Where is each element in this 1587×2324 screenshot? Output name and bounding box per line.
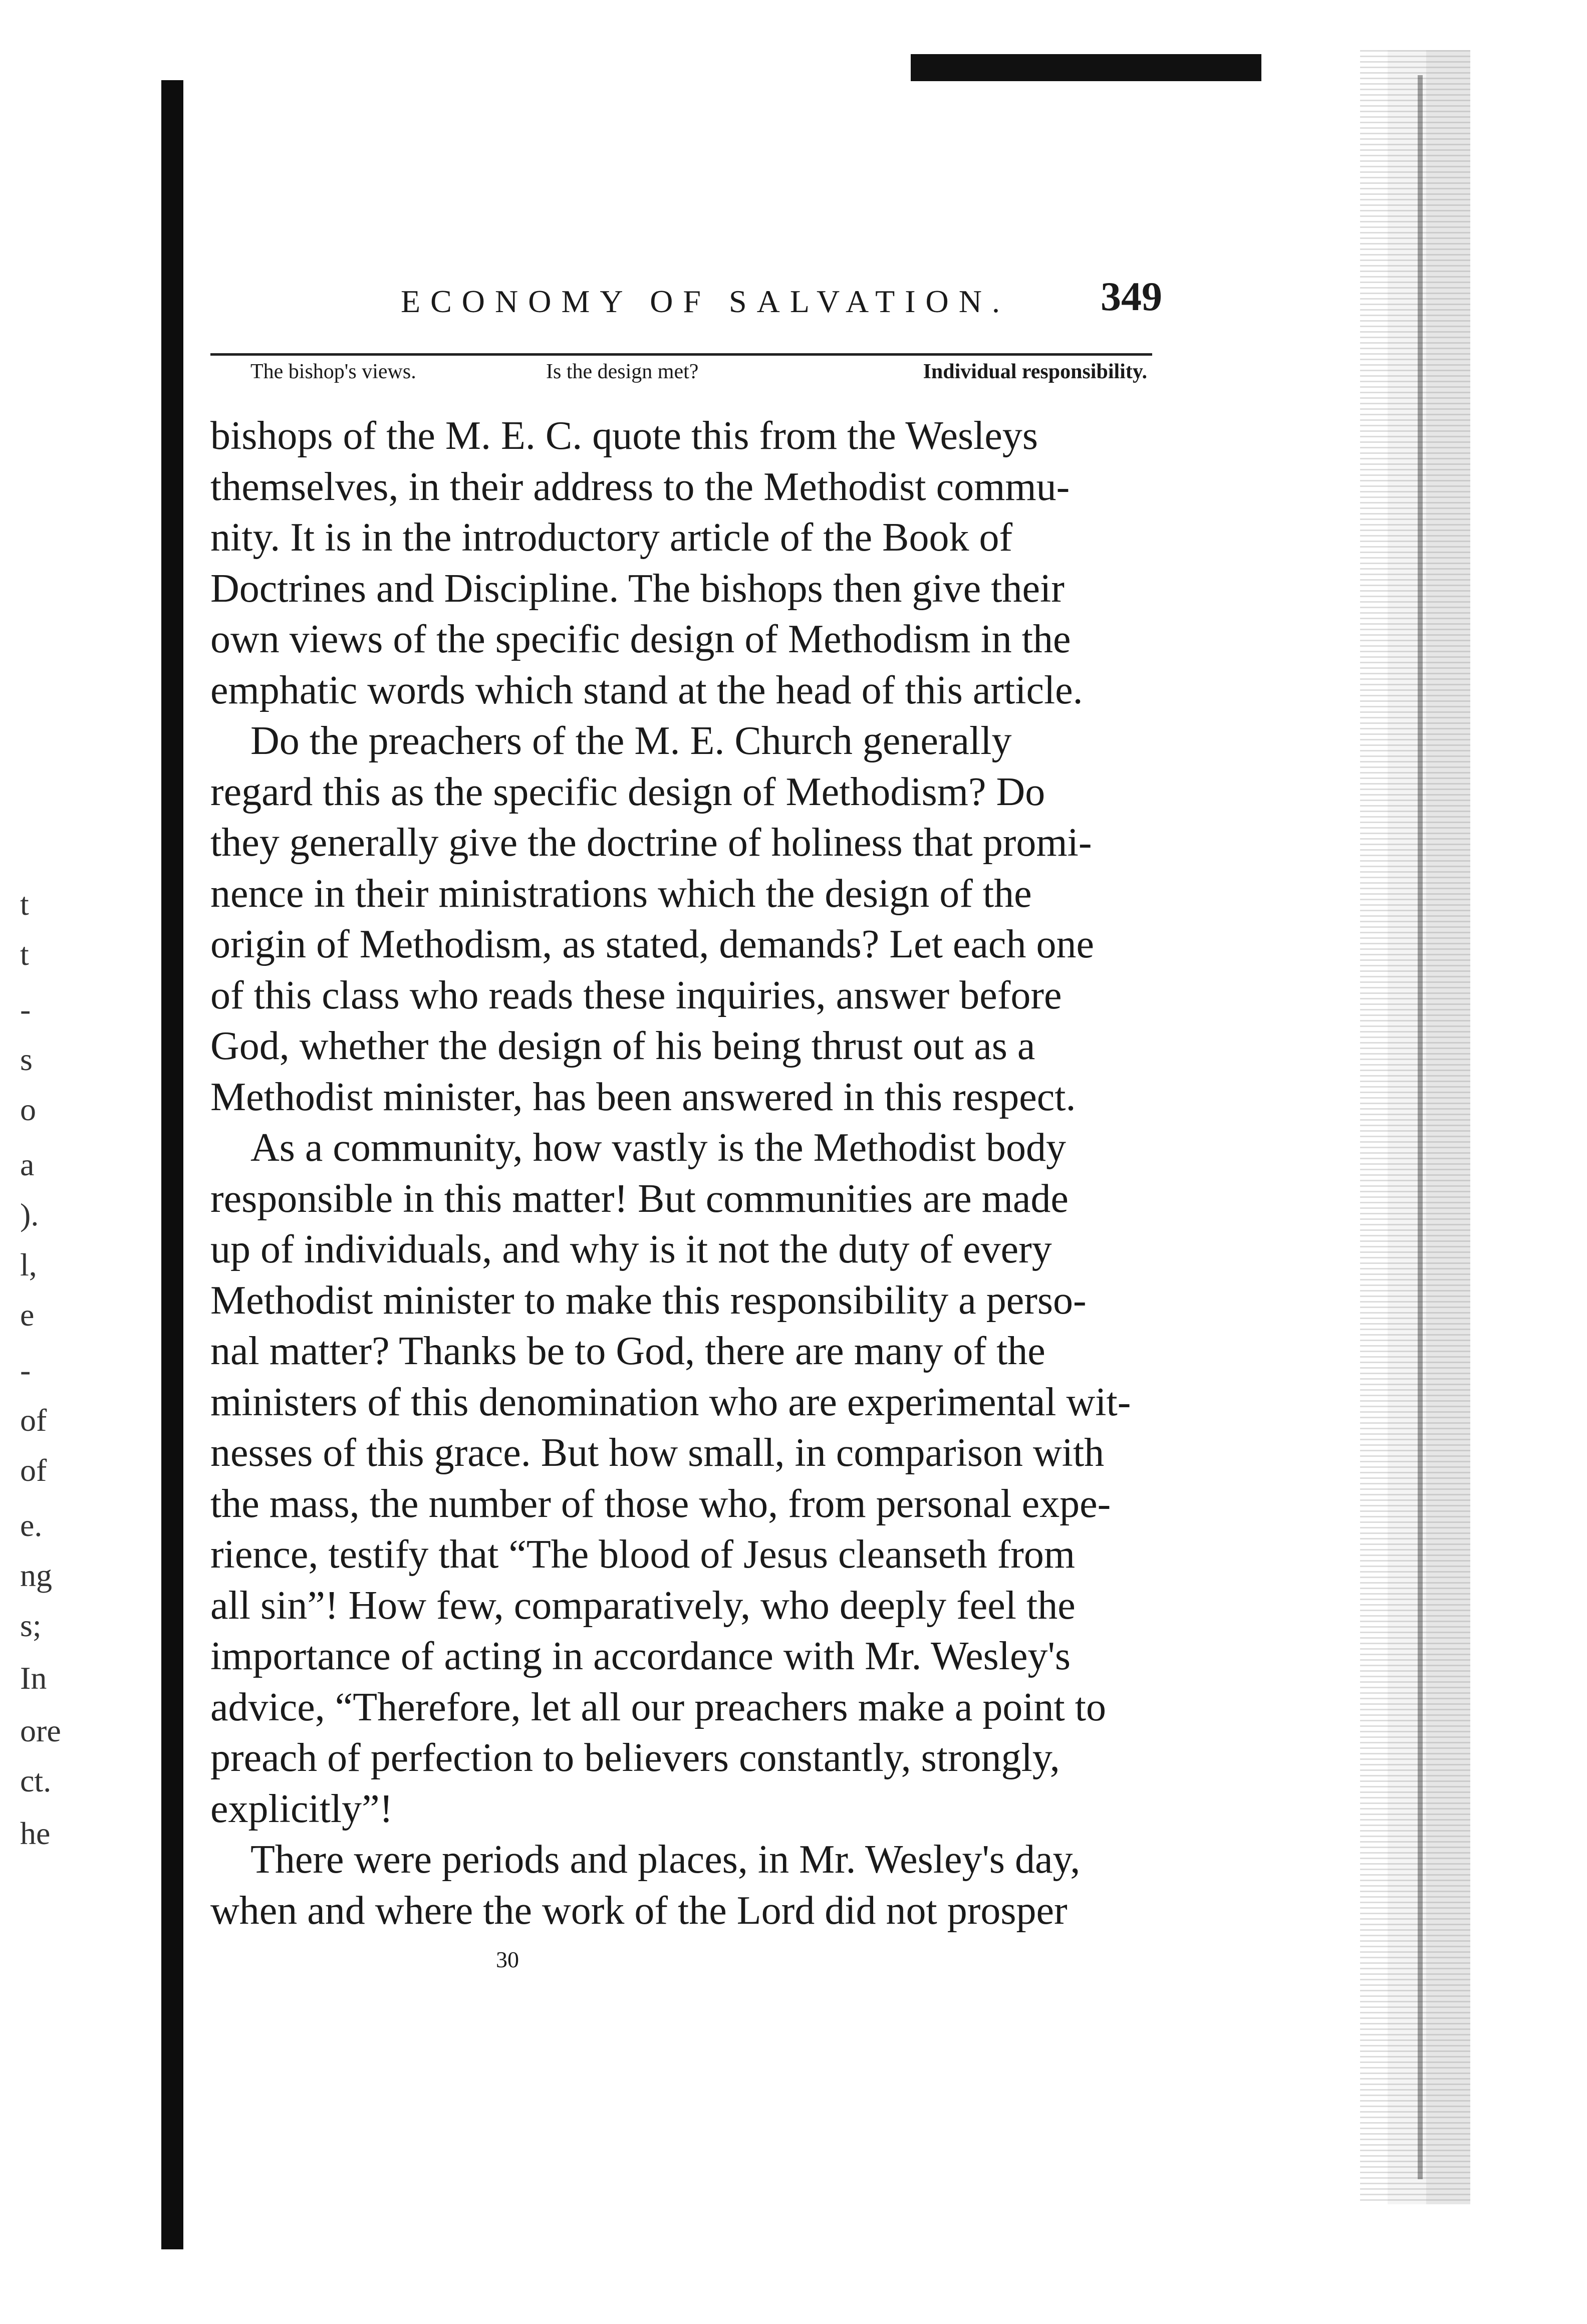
text-line: nity. It is in the introductory article of the Book of [210,515,1013,560]
fragment: e [20,1297,35,1333]
subhead-individual-responsibility: Individual responsibility. [923,360,1147,383]
facing-page-fragments [20,882,90,2004]
text-line: emphatic words which stand at the head of this article. [210,668,1083,712]
header-rule [210,353,1152,356]
text-line: they generally give the doctrine of holiness that promi- [210,821,1092,865]
fragment: s [20,1042,33,1077]
paragraph-start-line: Do the preachers of the M. E. Church generally [250,719,1012,763]
fragment: ct. [20,1763,52,1798]
text-line: preach of perfection to believers constantly, strongly, [210,1736,1060,1780]
next-page-edge [1360,50,1470,2204]
paragraph-start-line: As a community, how vastly is the Methodist body [250,1126,1067,1170]
scan-binding-shadow [161,80,183,2249]
fragment: ng [20,1558,52,1593]
fragment: o [20,1092,36,1127]
text-line: bishops of the M. E. C. quote this from the Wesleys [210,414,1038,458]
fragment: a [20,1147,35,1182]
fragment: - [20,991,31,1027]
text-line: Doctrines and Discipline. The bishops then give their [210,566,1065,611]
text-line: rience, testify that “The blood of Jesus cleanseth from [210,1532,1076,1577]
fragment: of [20,1452,47,1488]
text-line: responsible in this matter! But communities are made [210,1176,1069,1221]
text-line: advice, “Therefore, let all our preachers make a point to [210,1685,1107,1729]
text-line: origin of Methodism, as stated, demands? Let each one [210,922,1094,966]
fragment: l, [20,1247,37,1282]
text-line: Methodist minister, has been answered in this respect. [210,1075,1076,1119]
subhead-bishops-views: The bishop's views. [250,360,416,383]
fragment: t [20,886,29,922]
text-line: the mass, the number of those who, from personal expe- [210,1481,1111,1526]
fragment: In [20,1660,47,1696]
running-head [210,273,1162,328]
fragment: ). [20,1197,39,1232]
fragment: - [20,1352,31,1388]
fragment: ore [20,1713,61,1748]
scan-top-mark [911,54,1261,81]
running-title: ECONOMY OF SALVATION. [401,284,1010,319]
text-line: nal matter? Thanks be to God, there are many of the [210,1329,1045,1373]
signature-mark: 30 [496,1947,519,1972]
text-line: ministers of this denomination who are experimental wit- [210,1380,1131,1424]
paragraph-start-line: There were periods and places, in Mr. Wesley's day, [250,1838,1081,1882]
fragment: e. [20,1507,43,1543]
marginal-subheads [210,357,1152,397]
fragment: s; [20,1608,42,1643]
text-line: all sin”! How few, comparatively, who deeply feel the [210,1583,1076,1628]
text-line: God, whether the design of his being thrust out as a [210,1024,1035,1068]
text-line: own views of the specific design of Methodism in the [210,617,1071,661]
body-text [210,411,1162,1936]
fragment: t [20,936,29,972]
text-line: up of individuals, and why is it not the duty of every [210,1227,1052,1271]
text-line: importance of acting in accordance with Mr. Wesley's [210,1634,1071,1678]
page-number: 349 [1101,274,1162,319]
text-line: themselves, in their address to the Methodist commu- [210,464,1070,509]
text-line: nesses of this grace. But how small, in comparison with [210,1431,1105,1475]
page-edge-line [1418,75,1423,2179]
text-line: regard this as the specific design of Methodism? Do [210,769,1045,814]
fragment: of [20,1402,47,1438]
text-line: when and where the work of the Lord did not prosper [210,1888,1068,1933]
fragment: he [20,1816,51,1851]
text-line: explicitly”! [210,1786,393,1831]
text-line: nence in their ministrations which the design of the [210,871,1032,916]
text-line: of this class who reads these inquiries, answer before [210,973,1062,1017]
text-line: Methodist minister to make this responsibility a perso- [210,1278,1087,1323]
subhead-design-met: Is the design met? [546,360,699,383]
